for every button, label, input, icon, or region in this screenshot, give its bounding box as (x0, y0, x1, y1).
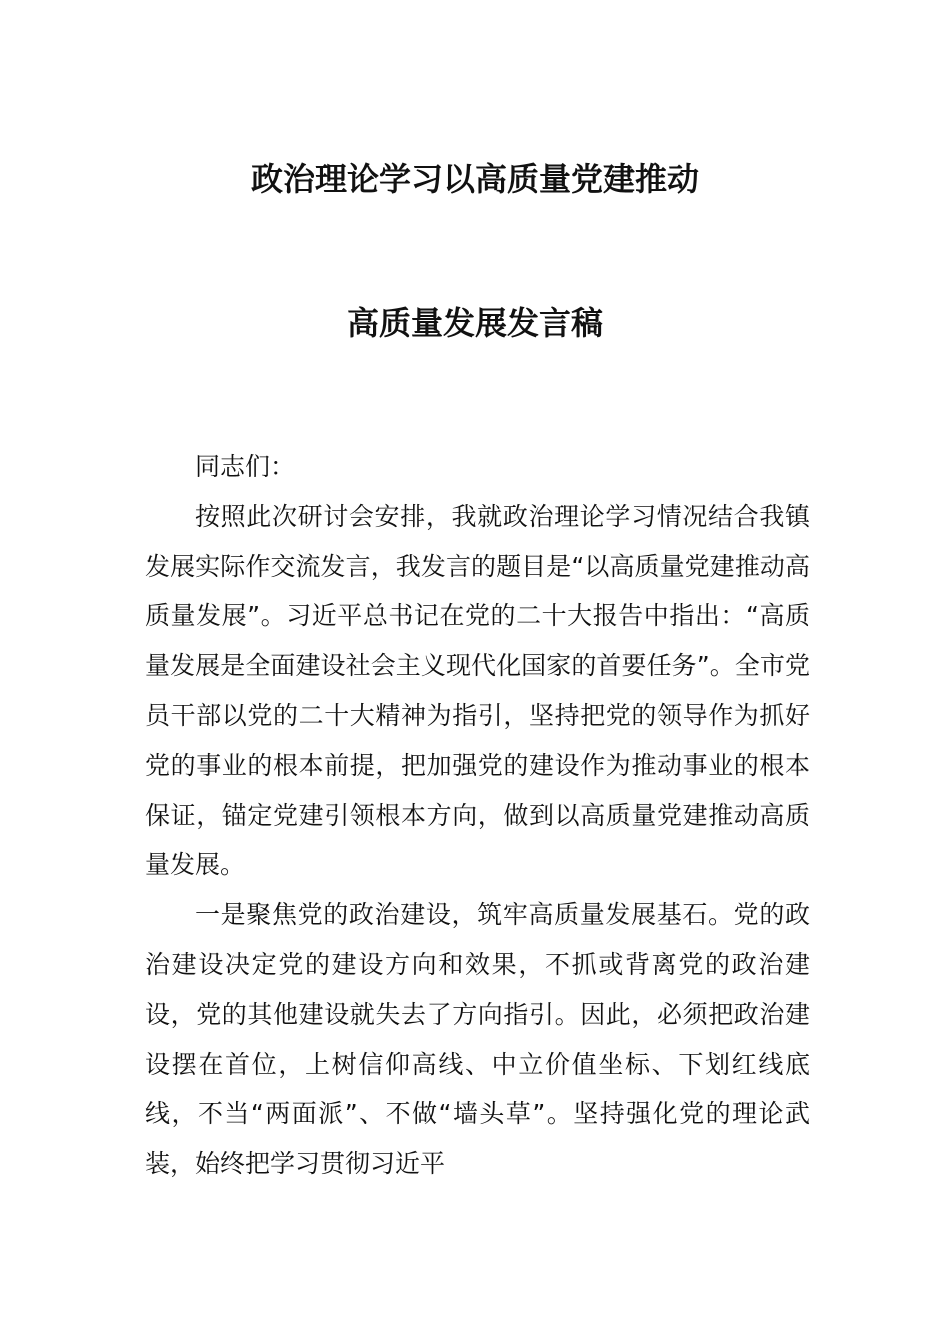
paragraph-1: 按照此次研讨会安排，我就政治理论学习情况结合我镇发展实际作交流发言，我发言的题目是“以高质量党建推动高质量发展”。习近平总书记在党的二十大报告中指出：“高质量发展是全面建设社会主义现代化国家的首要任务”。全市党员干部以党的二十大精神为指引，坚持把党的领导作为抓好党的事业的根本前提，把加强党的建设作为推动事业的根本保证，锚定党建引领根本方向，做到以高质量党建推动高质量发展。 (145, 501, 810, 880)
salutation: 同志们： (195, 452, 296, 481)
document-title-line-1: 政治理论学习以高质量党建推动 (250, 160, 699, 198)
document-body (145, 442, 810, 1189)
paragraph-2: 一是聚焦党的政治建设，筑牢高质量发展基石。党的政治建设决定党的建设方向和效果，不抓或背离党的政治建设，党的其他建设就失去了方向指引。因此，必须把政治建设摆在首位，上树信仰高线、中立价值坐标、下划红线底线，不当“两面派”、不做“墙头草”。坚持强化党的理论武装，始终把学习贯彻习近平 (145, 900, 810, 1179)
document-title-line-2: 高质量发展发言稿 (346, 304, 603, 342)
